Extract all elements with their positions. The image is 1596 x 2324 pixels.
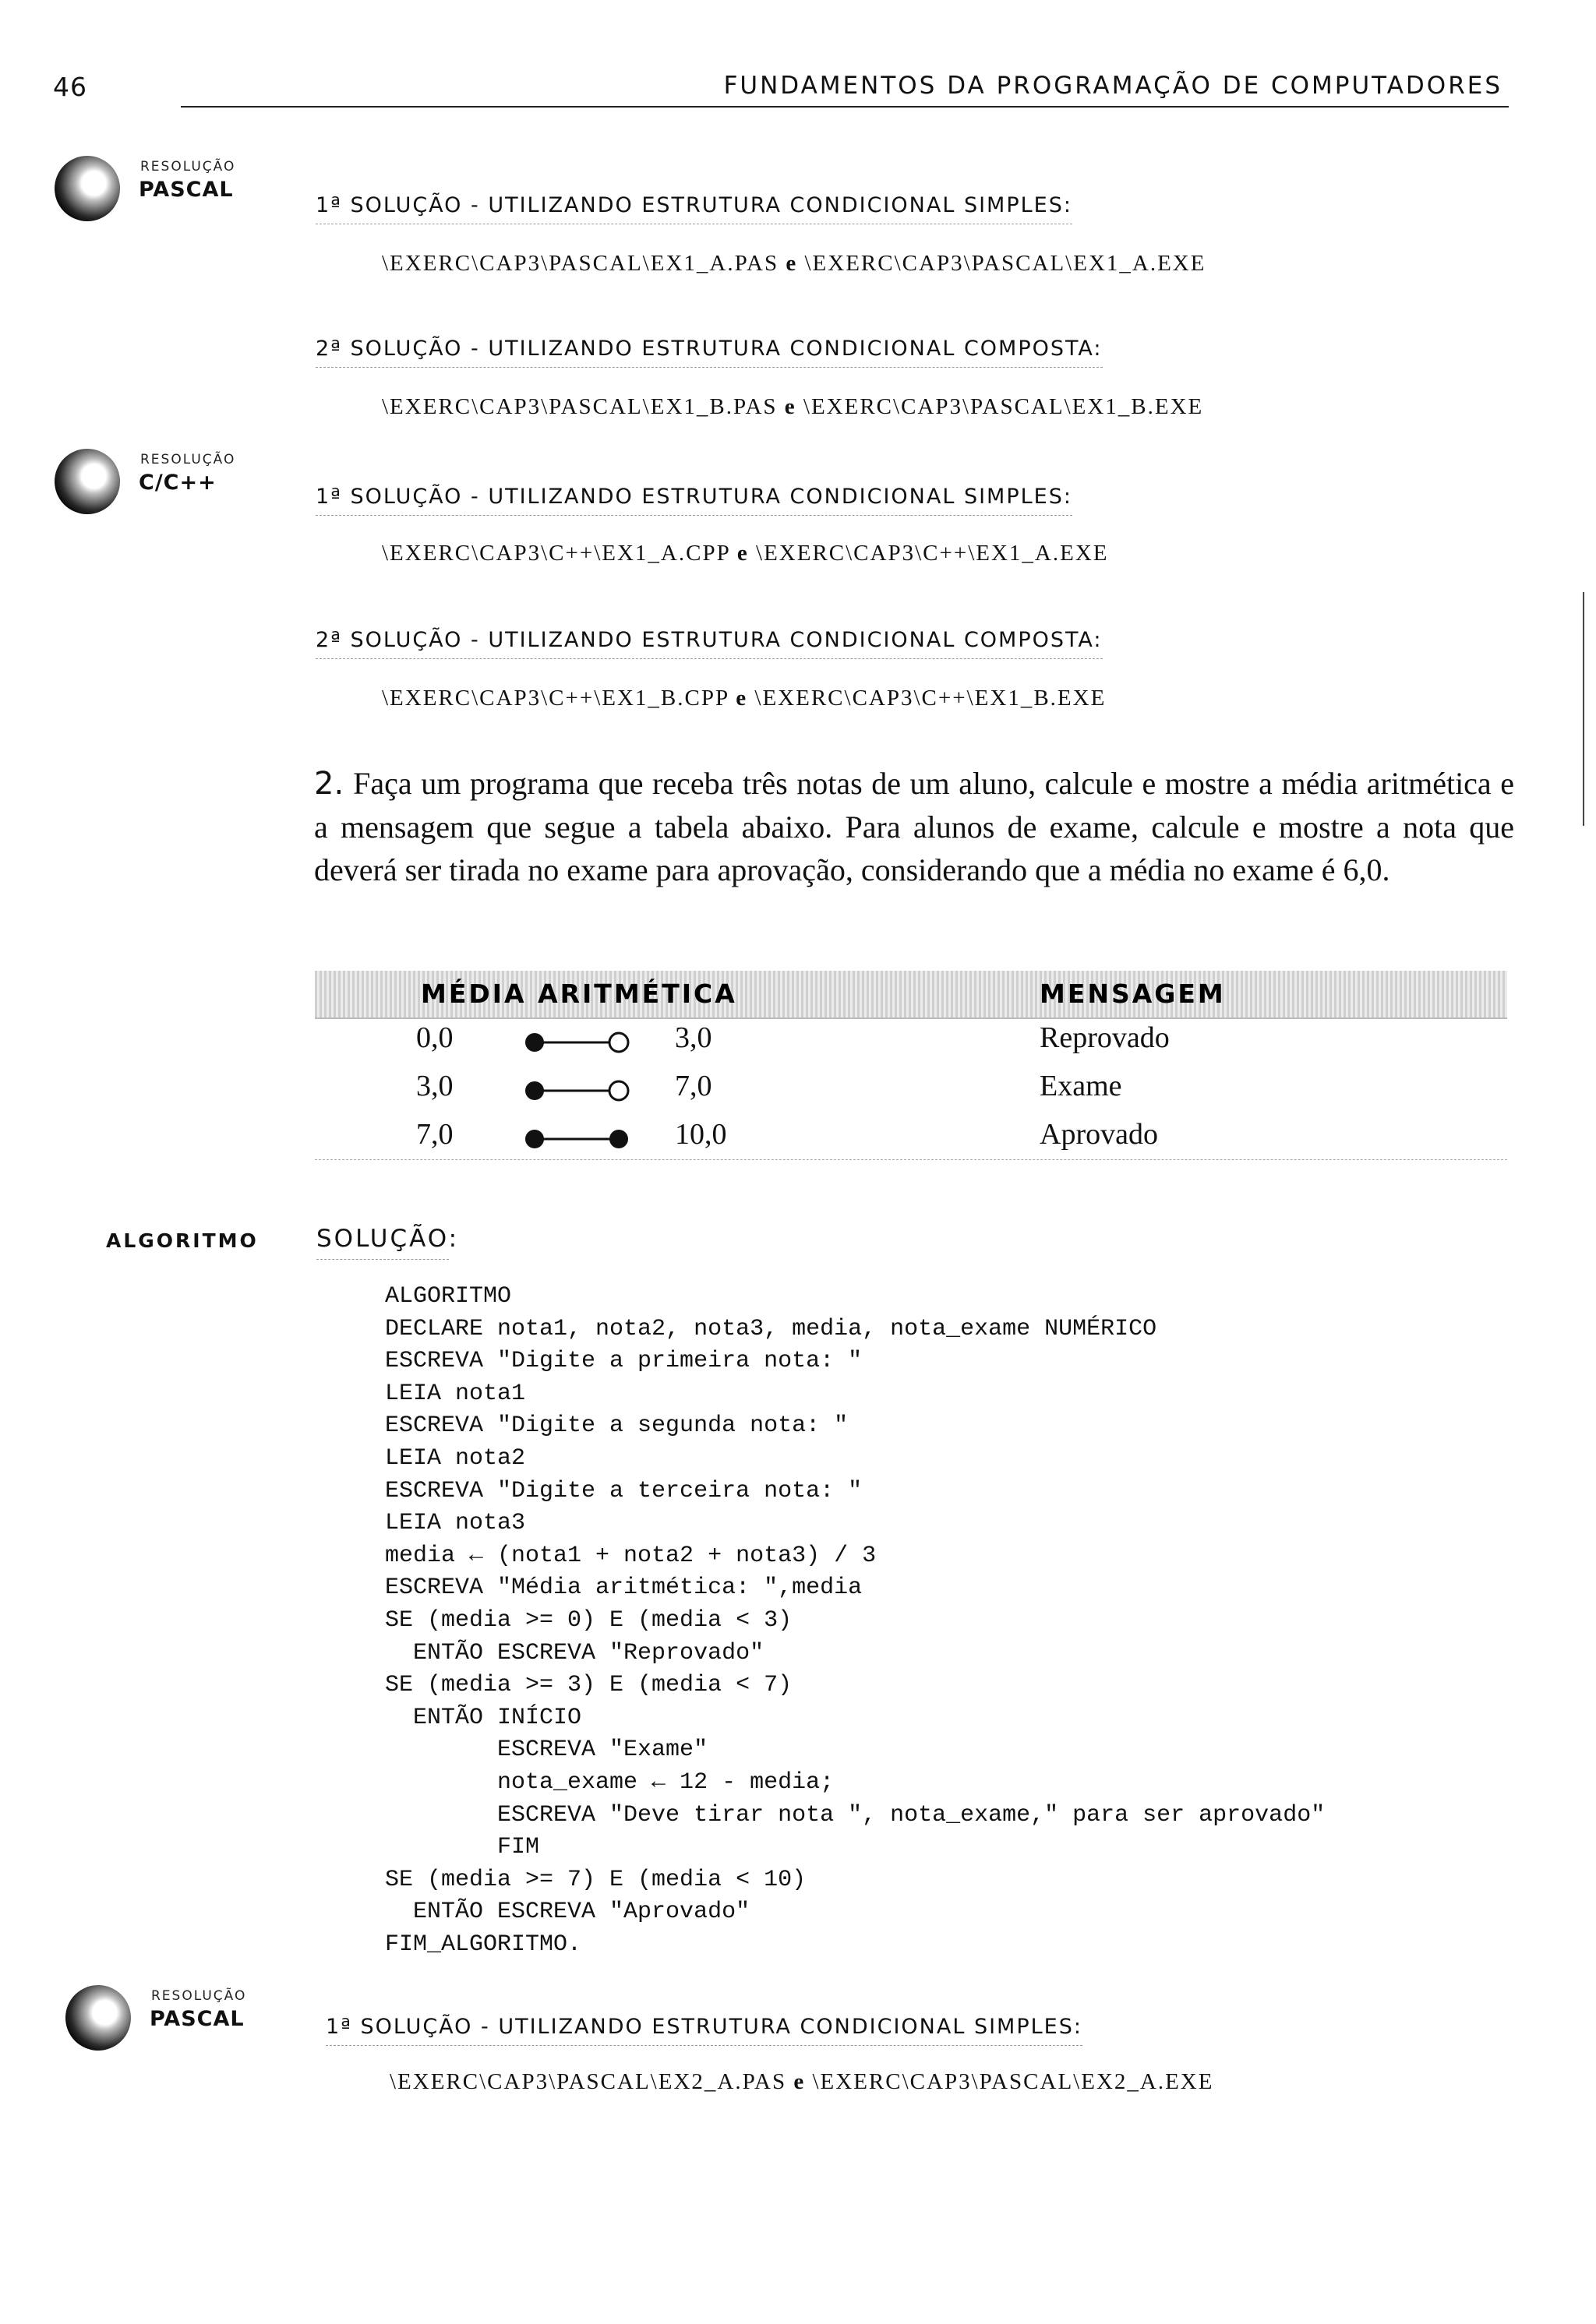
conjunction: e (784, 394, 796, 419)
closed-closed-interval-icon (519, 1122, 636, 1156)
conjunction: e (736, 686, 748, 711)
source-file-path: \EXERC\CAP3\C++\EX1_B.CPP (382, 686, 729, 711)
problem-number: 2. (314, 766, 344, 802)
exe-file-path: \EXERC\CAP3\C++\EX1_A.EXE (756, 541, 1109, 566)
badge-disc-icon (65, 1985, 131, 2051)
badge-disc-icon (55, 156, 120, 221)
badge-disc-icon (55, 449, 120, 514)
exe-file-path: \EXERC\CAP3\PASCAL\EX2_A.EXE (812, 2069, 1214, 2094)
source-file-path: \EXERC\CAP3\C++\EX1_A.CPP (382, 541, 730, 566)
source-file-path: \EXERC\CAP3\PASCAL\EX2_A.PAS (390, 2069, 787, 2094)
file-path-line (382, 251, 1206, 277)
conjunction: e (793, 2069, 806, 2094)
range-low: 3,0 (416, 1070, 454, 1102)
algoritmo-label: ALGORITMO (106, 1229, 259, 1252)
solution-heading: 1ª SOLUÇÃO - UTILIZANDO ESTRUTURA CONDICIONAL SIMPLES: (316, 485, 1072, 516)
running-header-title: FUNDAMENTOS DA PROGRAMAÇÃO DE COMPUTADORES (723, 72, 1502, 100)
file-path-line (382, 686, 1106, 711)
solution-heading: 1ª SOLUÇÃO - UTILIZANDO ESTRUTURA CONDICIONAL SIMPLES: (326, 2015, 1082, 2046)
file-path-line (390, 2069, 1213, 2095)
table-row (315, 1019, 1507, 1064)
solution-heading: 2ª SOLUÇÃO - UTILIZANDO ESTRUTURA CONDICIONAL COMPOSTA: (316, 628, 1103, 659)
solucao-heading: SOLUÇÃO: (316, 1225, 449, 1260)
problem-statement (314, 762, 1514, 891)
file-path-line (382, 394, 1203, 420)
exe-file-path: \EXERC\CAP3\PASCAL\EX1_A.EXE (804, 251, 1206, 276)
closed-open-interval-icon (519, 1074, 636, 1108)
table-bottom-rule (315, 1159, 1507, 1160)
solution-heading: 1ª SOLUÇÃO - UTILIZANDO ESTRUTURA CONDICIONAL SIMPLES: (316, 193, 1072, 224)
badge-language-label: C/C++ (139, 471, 217, 495)
exe-file-path: \EXERC\CAP3\C++\EX1_B.EXE (754, 686, 1107, 711)
source-file-path: \EXERC\CAP3\PASCAL\EX1_B.PAS (382, 394, 778, 419)
header-rule (181, 106, 1509, 108)
source-file-path: \EXERC\CAP3\PASCAL\EX1_A.PAS (382, 251, 779, 276)
range-high: 3,0 (675, 1021, 712, 1054)
message-cell: Exame (1040, 1070, 1122, 1102)
exe-file-path: \EXERC\CAP3\PASCAL\EX1_B.EXE (803, 394, 1204, 419)
badge-language-label: PASCAL (139, 178, 234, 202)
problem-text: Faça um programa que receba três notas de um aluno, calcule e mostre a média aritmética e a mensagem que segue a tabela abaixo. Para alunos de exame, calcule e mostre a nota que deverá ser tirada no exame para aprovação, considerando que a média no exame é 6,0. (314, 766, 1514, 887)
message-cell: Reprovado (1040, 1021, 1170, 1054)
algorithm-code: ALGORITMO DECLARE nota1, nota2, nota3, media, nota_exame NUMÉRICO ESCREVA "Digite a primeira nota: " LEIA nota1 ESCREVA "Digite a segunda nota: " LEIA nota2 ESCREVA "Digite a terceira nota: " LEIA nota3 media ← (nota1 + nota2 + nota3) / 3 ESCREVA "Média aritmética: ",media SE (media >= 0) E (media < 3) ENTÃO ESCREVA "Reprovado" SE (media >= 3) E (media < 7) ENTÃO INÍCIO ESCREVA "Exame" nota_exame ← 12 - media; ESCREVA "Deve tirar nota ", nota_exame," para ser aprovado" FIM SE (media >= 7) E (media < 10) ENTÃO ESCREVA "Aprovado" FIM_ALGORITMO. (385, 1283, 1326, 1958)
range-low: 7,0 (416, 1118, 454, 1151)
range-low: 0,0 (416, 1021, 454, 1054)
conjunction: e (736, 541, 749, 566)
badge-small-label: RESOLUÇÃO (140, 159, 236, 175)
closed-open-interval-icon (519, 1025, 636, 1060)
range-high: 10,0 (675, 1118, 727, 1151)
solution-heading: 2ª SOLUÇÃO - UTILIZANDO ESTRUTURA CONDICIONAL COMPOSTA: (316, 337, 1103, 368)
header-mensagem: MENSAGEM (1040, 979, 1226, 1009)
message-cell: Aprovado (1040, 1118, 1158, 1151)
file-path-line (382, 541, 1109, 566)
margin-bar (1583, 592, 1584, 826)
badge-language-label: PASCAL (150, 2007, 245, 2031)
table-row (315, 1116, 1507, 1161)
page-number: 46 (53, 72, 87, 102)
badge-small-label: RESOLUÇÃO (151, 1988, 247, 2004)
table-row (315, 1067, 1507, 1113)
conjunction: e (786, 251, 798, 276)
table-header (315, 971, 1507, 1019)
range-high: 7,0 (675, 1070, 712, 1102)
badge-small-label: RESOLUÇÃO (140, 452, 236, 467)
header-media: MÉDIA ARITMÉTICA (421, 979, 737, 1009)
